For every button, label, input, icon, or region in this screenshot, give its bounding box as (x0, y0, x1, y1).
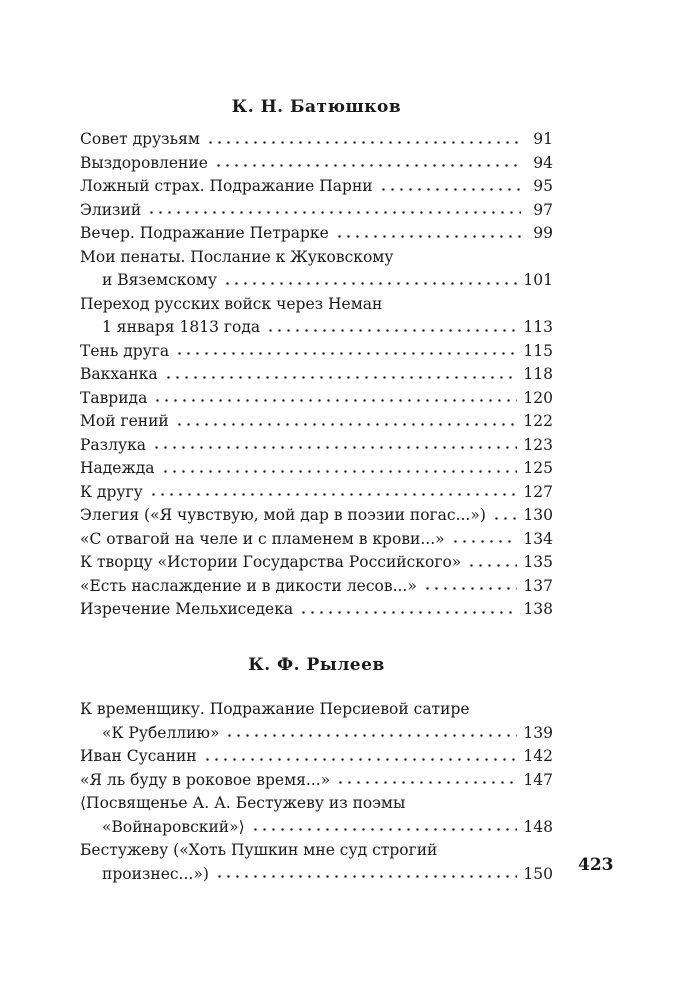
toc-entry-title: Ложный страх. Подражание Парни (80, 177, 373, 195)
toc-entry-title-line: Переход русских войск через Неман (80, 294, 383, 313)
toc-entry-title: Совет друзьям (80, 130, 200, 148)
dot-leader (175, 340, 517, 356)
dot-leader (203, 746, 518, 762)
dot-leader (153, 387, 517, 403)
dot-leader (225, 722, 517, 738)
toc-entry-title: К творцу «Истории Государства Российского» (80, 553, 462, 571)
toc-entry-page-number: 122 (523, 412, 553, 430)
toc-entry-title: Вечер. Подражание Петрарке (80, 224, 329, 242)
toc-entry-page-number: 125 (523, 459, 553, 477)
dot-leader (492, 505, 518, 521)
toc-entry-row (80, 863, 553, 887)
toc-entry (80, 410, 553, 434)
toc-entry (80, 698, 553, 745)
toc-entry-page-number: 120 (523, 388, 553, 407)
toc-entry-title: Изречение Мельхиседека (80, 600, 294, 618)
toc-entry (80, 434, 553, 458)
toc-entry (80, 175, 553, 199)
toc-list-ryleev (80, 698, 553, 886)
toc-entry-row (80, 387, 553, 411)
dot-leader (266, 317, 517, 333)
toc-entry-row (80, 769, 553, 793)
toc-entry-row (80, 551, 553, 575)
toc-entry (80, 199, 553, 223)
toc-entry-page-number: 91 (533, 130, 553, 148)
toc-entry (80, 128, 553, 152)
toc-entry-title: Надежда (80, 459, 155, 477)
toc-entry-page-number: 123 (523, 435, 553, 454)
toc-entry-title: и Вяземскому (102, 271, 217, 289)
toc-entry-row (80, 434, 553, 458)
dot-leader (147, 199, 521, 215)
toc-entry-row (80, 269, 553, 293)
toc-entry-title-line: Бестужеву («Хоть Пушкин мне суд строгий (80, 841, 438, 859)
dot-leader (161, 458, 518, 474)
toc-entry-page-number: 139 (523, 723, 553, 742)
dot-leader (251, 816, 518, 832)
toc-entry-title: «Есть наслаждение и в дикости лесов...» (80, 576, 417, 595)
toc-entry-row (80, 152, 553, 176)
toc-entry-row (80, 481, 553, 505)
dot-leader (299, 599, 517, 615)
toc-entry-page-number: 127 (523, 482, 553, 501)
toc-entry-row (80, 410, 553, 434)
dot-leader (467, 552, 517, 568)
toc-entry-title: 1 января 1813 года (102, 318, 261, 336)
dot-leader (152, 434, 517, 450)
toc-entry (80, 340, 553, 364)
toc-entry-title: Элизий (80, 200, 142, 219)
toc-entry-title: «С отвагой на челе и с пламенем в крови...» (80, 529, 445, 548)
toc-entry-page-number: 94 (533, 153, 553, 172)
dot-leader (335, 223, 521, 239)
toc-entry (80, 575, 553, 599)
toc-entry-title: «Войнаровский»⟩ (102, 817, 245, 836)
toc-entry-row (80, 363, 553, 387)
toc-entry-title: произнес...») (102, 864, 209, 883)
toc-entry-page-number: 113 (523, 318, 553, 336)
toc-entry-title: Разлука (80, 435, 147, 454)
toc-entry-row (80, 175, 553, 199)
toc-entry-title-line: К временщику. Подражание Персиевой сатире (80, 700, 470, 718)
toc-entry-title: Тень друга (80, 341, 170, 360)
toc-entry (80, 839, 553, 886)
dot-leader (164, 364, 518, 380)
dot-leader (379, 176, 521, 192)
toc-entry-title: Выздоровление (80, 153, 208, 172)
toc-entry-row (80, 128, 553, 152)
toc-entry (80, 598, 553, 622)
toc-entry (80, 152, 553, 176)
dot-leader (214, 152, 521, 168)
toc-entry-row (80, 316, 553, 340)
toc-entry-page-number: 97 (533, 200, 553, 219)
toc-entry-page-number: 148 (523, 817, 553, 836)
section-title-ryleev: К. Ф. Рылеев (248, 655, 385, 675)
dot-leader (223, 270, 517, 286)
toc-entry (80, 528, 553, 552)
toc-entry-row (80, 504, 553, 528)
page-number: 423 (578, 855, 614, 875)
toc-entry-row (80, 575, 553, 599)
toc-entry-title: Вакханка (80, 365, 158, 383)
dot-leader (336, 769, 517, 785)
toc-entry (80, 792, 553, 839)
toc-entry (80, 363, 553, 387)
toc-entry-row (80, 199, 553, 223)
toc-entry-page-number: 150 (523, 864, 553, 883)
toc-entry-title: «Я ль буду в роковое время...» (80, 770, 331, 789)
toc-entry (80, 246, 553, 293)
toc-entry (80, 481, 553, 505)
toc-entry (80, 293, 553, 340)
toc-entry-page-number: 138 (523, 600, 553, 618)
toc-entry (80, 504, 553, 528)
dot-leader (149, 481, 518, 497)
toc-entry (80, 457, 553, 481)
toc-entry-page-number: 137 (523, 576, 553, 595)
toc-entry-row (80, 340, 553, 364)
toc-entry-page-number: 130 (523, 506, 553, 524)
dot-leader (215, 863, 518, 879)
toc-entry (80, 387, 553, 411)
toc-entry-row (80, 598, 553, 622)
toc-entry-title: Таврида (80, 388, 148, 407)
toc-entry-title: «К Рубеллию» (102, 723, 220, 742)
toc-entry-row (80, 222, 553, 246)
toc-entry-page-number: 115 (523, 341, 553, 360)
toc-entry-page-number: 142 (523, 747, 553, 765)
toc-entry-title: К другу (80, 482, 143, 501)
toc-entry-page-number: 134 (523, 529, 553, 548)
dot-leader (423, 575, 518, 591)
toc-entry-page-number: 147 (523, 770, 553, 789)
toc-entry-title-line: ⟨Посвященье А. А. Бестужеву из поэмы (80, 794, 406, 812)
toc-list-batyushkov (80, 128, 553, 622)
section-title-batyushkov: К. Н. Батюшков (231, 97, 402, 117)
toc-entry-page-number: 118 (523, 365, 553, 383)
toc-entry-title: Иван Сусанин (80, 747, 197, 765)
toc-entry-row (80, 457, 553, 481)
toc-entry-row (80, 722, 553, 746)
toc-entry-page-number: 135 (523, 553, 553, 571)
toc-entry (80, 551, 553, 575)
toc-entry (80, 745, 553, 769)
toc-entry (80, 769, 553, 793)
dot-leader (451, 528, 518, 544)
toc-entry (80, 222, 553, 246)
toc-entry-title-line: Мои пенаты. Послание к Жуковскому (80, 247, 394, 266)
toc-entry-row (80, 528, 553, 552)
dot-leader (175, 411, 518, 427)
toc-entry-title: Элегия («Я чувствую, мой дар в поэзии погас...») (80, 506, 486, 524)
toc-entry-page-number: 95 (533, 177, 553, 195)
toc-entry-row (80, 816, 553, 840)
toc-entry-title: Мой гений (80, 412, 169, 430)
toc-entry-row (80, 745, 553, 769)
toc-entry-page-number: 99 (533, 224, 553, 242)
dot-leader (206, 129, 521, 145)
toc-entry-page-number: 101 (523, 271, 553, 289)
